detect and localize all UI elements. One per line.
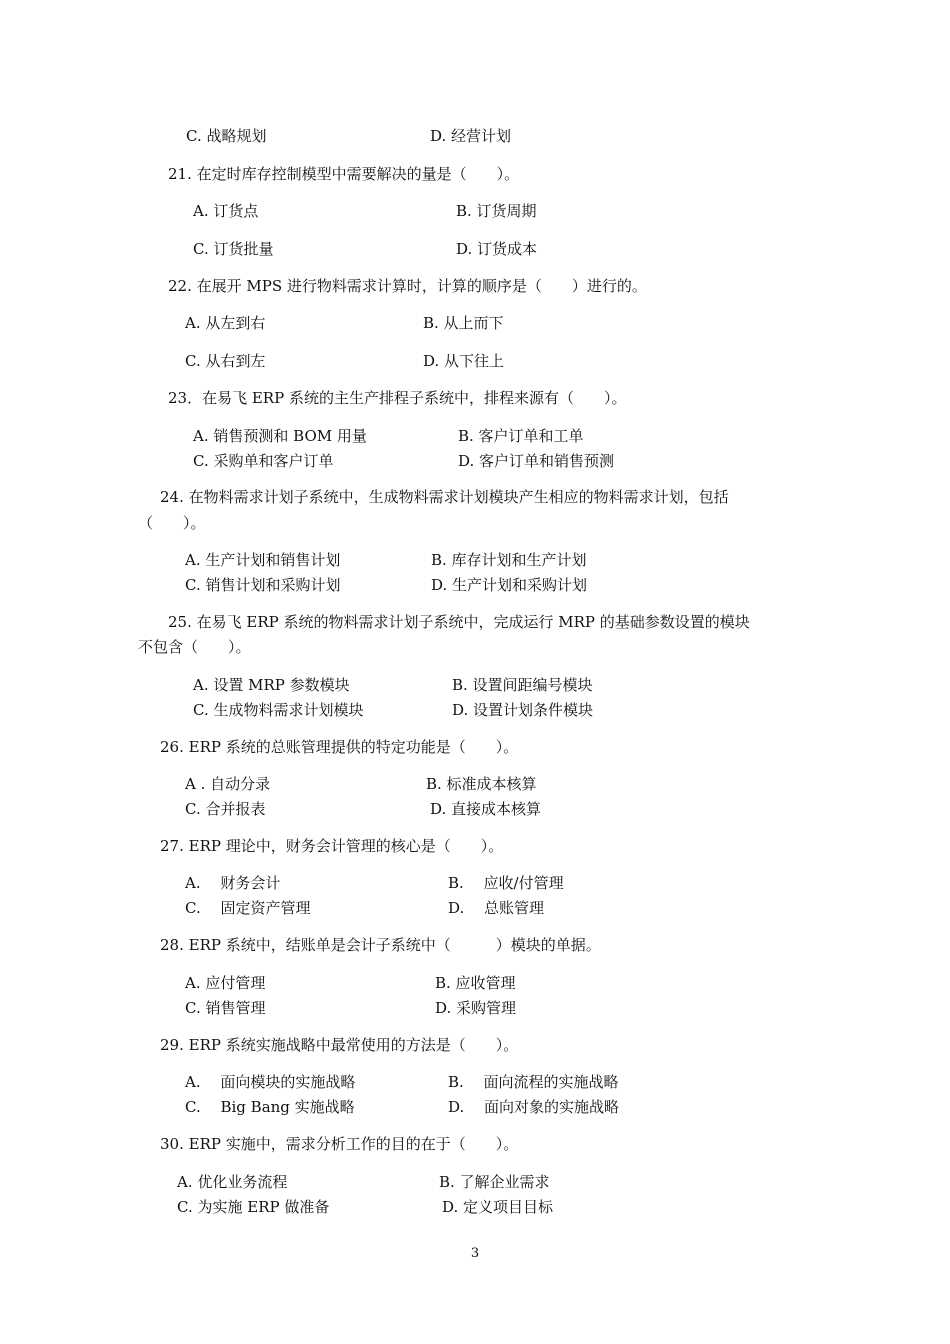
q21-option-c: C. 订货批量 [193,240,274,258]
q25-option-c: C. 生成物料需求计划模块 [193,701,364,719]
q26-stem: 26. ERP 系统的总账管理提供的特定功能是（ ）。 [160,738,519,756]
q27-option-d: D. 总账管理 [448,899,545,917]
q27-option-a: A. 财务会计 [185,874,281,892]
q23-option-c: C. 采购单和客户订单 [193,452,334,470]
q25-option-b: B. 设置间距编号模块 [452,676,593,694]
q23-option-b: B. 客户订单和工单 [458,427,584,445]
q21-option-b: B. 订货周期 [456,202,537,220]
q24-option-c: C. 销售计划和采购计划 [185,576,341,594]
q22-option-a: A. 从左到右 [185,314,266,332]
q23-stem: 23．在易飞 ERP 系统的主生产排程子系统中，排程来源有（ ）。 [168,389,627,407]
q21-option-a: A. 订货点 [193,202,259,220]
q28-stem: 28. ERP 系统中，结账单是会计子系统中（ ）模块的单据。 [160,936,601,954]
q22-option-c: C. 从右到左 [185,352,266,370]
q25-option-a: A. 设置 MRP 参数模块 [193,676,350,694]
q25-stem-line1: 25. 在易飞 ERP 系统的物料需求计划子系统中，完成运行 MRP 的基础参数设置的模块 [168,613,750,631]
q21-stem: 21. 在定时库存控制模型中需要解决的量是（ ）。 [168,165,520,183]
q30-option-b: B. 了解企业需求 [439,1173,550,1191]
q26-option-a: A . 自动分录 [185,775,271,793]
q29-stem: 29. ERP 系统实施战略中最常使用的方法是（ ）。 [160,1036,519,1054]
q21-option-d: D. 订货成本 [456,240,538,258]
q22-option-d: D. 从下往上 [423,352,505,370]
q28-option-c: C. 销售管理 [185,999,266,1017]
q25-option-d: D. 设置计划条件模块 [452,701,594,719]
q28-option-a: A. 应付管理 [185,974,266,992]
q30-option-c: C. 为实施 ERP 做准备 [177,1198,330,1216]
q26-option-c: C. 合并报表 [185,800,266,818]
q29-option-a: A. 面向模块的实施战略 [185,1073,356,1091]
q29-option-d: D. 面向对象的实施战略 [448,1098,620,1116]
q27-option-b: B. 应收/付管理 [448,874,564,892]
q27-stem: 27. ERP 理论中，财务会计管理的核心是（ ）。 [160,837,504,855]
q23-option-a: A. 销售预测和 BOM 用量 [193,427,367,445]
q25-stem-line2: 不包含（ ）。 [138,638,251,656]
q24-stem-line1: 24. 在物料需求计划子系统中，生成物料需求计划模块产生相应的物料需求计划，包括 [160,488,729,506]
q23-option-d: D. 客户订单和销售预测 [458,452,615,470]
q24-option-a: A. 生产计划和销售计划 [185,551,341,569]
q24-option-b: B. 库存计划和生产计划 [431,551,587,569]
q30-stem: 30. ERP 实施中，需求分析工作的目的在于（ ）。 [160,1135,519,1153]
q29-option-b: B. 面向流程的实施战略 [448,1073,619,1091]
q28-option-b: B. 应收管理 [435,974,516,992]
q24-stem-line2: （ ）。 [138,514,206,532]
q30-option-d: D. 定义项目目标 [442,1198,554,1216]
q22-option-b: B. 从上而下 [423,314,504,332]
q26-option-b: B. 标准成本核算 [426,775,537,793]
page-number: 3 [470,1246,480,1261]
q28-option-d: D. 采购管理 [435,999,517,1017]
q24-option-d: D. 生产计划和采购计划 [431,576,588,594]
q29-option-c: C. Big Bang 实施战略 [185,1098,355,1116]
q26-option-d: D. 直接成本核算 [430,800,542,818]
q30-option-a: A. 优化业务流程 [177,1173,288,1191]
q20-option-c: C. 战略规划 [186,127,267,145]
q22-stem: 22. 在展开 MPS 进行物料需求计算时，计算的顺序是（ ）进行的。 [168,277,647,295]
q20-option-d: D. 经营计划 [430,127,512,145]
q27-option-c: C. 固定资产管理 [185,899,311,917]
